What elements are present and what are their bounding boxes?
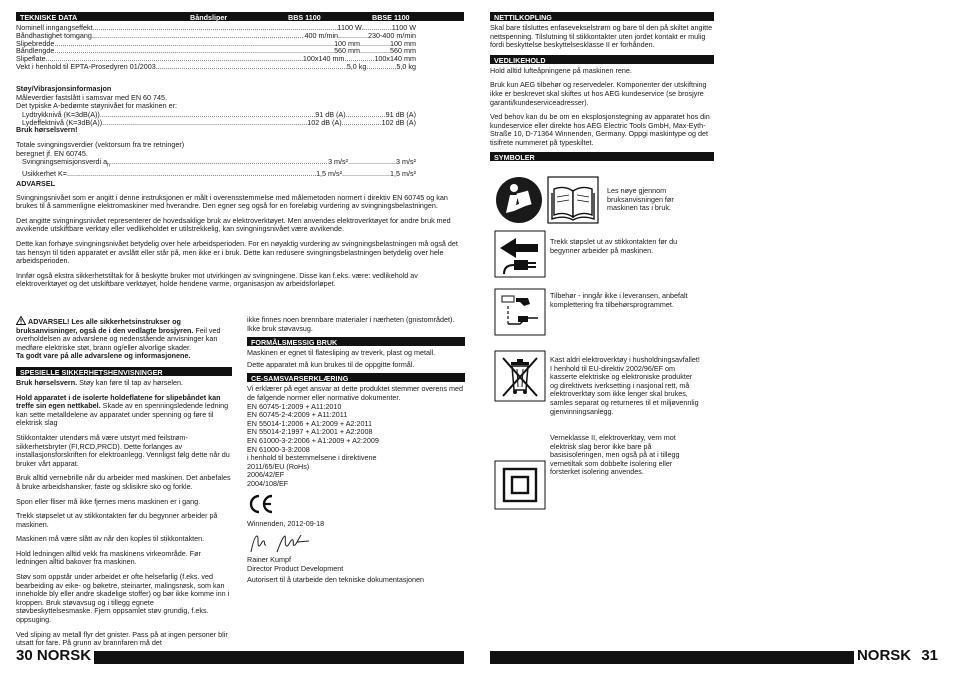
leader-dots bbox=[110, 158, 328, 170]
spec-row bbox=[16, 47, 416, 55]
spec-header-model-a: BBS 1100 bbox=[288, 13, 321, 22]
signer-name: Rainer Kumpf bbox=[247, 555, 291, 565]
spec-value-b: 100 mm bbox=[390, 38, 416, 48]
leader-dots bbox=[54, 40, 334, 48]
spec-header bbox=[16, 12, 464, 21]
spec-value-a: 560 mm bbox=[334, 46, 361, 56]
ce-norm: EN 55014-2:1997 + A1:2001 + A2:2008 bbox=[247, 427, 373, 437]
spec-table bbox=[16, 12, 464, 71]
leader-dots bbox=[342, 170, 390, 178]
spec-value-b: 5,0 kg bbox=[396, 61, 416, 71]
symbols-header: SYMBOLER bbox=[490, 152, 714, 161]
maintenance-p3: Ved behov kan du be om en eksplosjonstegning av apparatet hos din kundeservice eller direkte hos AEG Electric Tools GmbH, Max-Eyth-Straße 10, D-71364 Winnenden, Germany. Oppgi maskintype og det tisifrete nummeret på typeskiltet. bbox=[490, 112, 710, 147]
ce-directive: 2004/108/EF bbox=[247, 478, 289, 488]
vibration-value-a: 3 m/s² bbox=[328, 157, 349, 167]
safety-p1-text: Støy kan føre til tap av hørselen. bbox=[77, 377, 183, 387]
vibration-value-b: 1,5 m/s² bbox=[390, 169, 416, 179]
vibration-line1: Totale svingningsverdier (vektorsum fra tre retninger) bbox=[16, 139, 185, 149]
warning-p3: Dette kan forhøye svingningsnivået betydelig over hele arbeidsperioden. For en nøyaktig vurdering av svingningsbelastningen må også det tas hensyn til tiden apparatet er avslått eller står på, men ikke er i bruk. Dette kan redusere svingningsbelastningen betydelig over hele arbeidsperioden. bbox=[16, 238, 458, 266]
symbol-unplug bbox=[494, 230, 546, 283]
place-date: Winnenden, 2012-09-18 bbox=[247, 518, 325, 528]
usage-p2: Dette apparatet må kun brukes til de oppgitte formål. bbox=[247, 359, 415, 369]
safety-p8: Hold ledningen alltid vekk fra maskinens virkeområde. Før ledningen alltid bakover fra maskinen. bbox=[16, 548, 201, 567]
leader-dots bbox=[346, 111, 386, 119]
symbol-weee bbox=[494, 350, 546, 407]
symbol-text-0: Les nøye gjennom bruksanvisningen før maskinen tas i bruk. bbox=[607, 186, 674, 213]
signer-title: Director Product Development bbox=[247, 563, 344, 573]
noise-value-b: 91 dB (A) bbox=[385, 109, 416, 119]
vibration-label: Usikkerhet K= bbox=[22, 169, 67, 179]
page-31 bbox=[477, 0, 954, 677]
unplug-icon bbox=[494, 230, 546, 278]
noise-line2: Det typiske A-bedømte støynivået for maskinen er: bbox=[16, 101, 177, 111]
ce-norm: EN 61000-3-3:2008 bbox=[247, 444, 310, 454]
usage-p1: Maskinen er egnet til flatesliping av treverk, plast og metall. bbox=[247, 348, 436, 358]
class-ii-icon bbox=[494, 460, 546, 510]
ce-text: Vi erklærer på eget ansvar at dette produktet stemmer overens med de følgende normer eller normative dokumenter. bbox=[247, 384, 463, 402]
symbol-text-3: Kast aldri elektroverktøy i husholdningsavfallet! I henhold til EU-direktiv 2002/96/EF om kasserte elektriske og elektroniske produkter og direktivets iverksetting i nasjonal rett, må elektroverktøy som ikke lenger skal brukes, samles separat og returneres til et miljøvennlig gjenvinningsanlegg. bbox=[550, 355, 700, 416]
spec-rows bbox=[16, 24, 416, 71]
maintenance-p2: Bruk kun AEG tilbehør og reservedeler. Komponenter der utskiftning ikke er beskrevet skal skiftes ut hos AEG kundeservice (se brosjyre garanti/kundeserviceadresser). bbox=[490, 80, 707, 107]
weee-bin-icon bbox=[494, 350, 546, 402]
leader-dots bbox=[360, 40, 390, 48]
spec-label: Vekt i henhold til EPTA-Prosedyren 01/2003 bbox=[16, 61, 156, 71]
read-manual-icon bbox=[494, 175, 600, 225]
safety-p9: Støv som oppstår under arbeidet er ofte helsefarlig (f.eks. ved bearbeiding av eike- og bøketre, steinarter, malingsrøsk, som kan inneholde bly eller andre skadelige stoffer) og bør ikke komme inn i kroppen. Bruk støvavsug og i tillegg egnete støvbeskyttelsesmaske. Fjern oppsamlet støv grundig, f.eks. oppsuging. bbox=[16, 572, 230, 625]
general-warning-bold: ADVARSEL! Les alle sikkerhetsinstrukser og bruksanvisninger, også de i den vedlagte brosjyren. bbox=[16, 317, 194, 335]
safety-p6: Trekk støpselet ut av stikkontakten før du begynner arbeider på maskinen. bbox=[16, 511, 218, 529]
spec-header-title: TEKNISKE DATA bbox=[20, 13, 78, 22]
leader-dots bbox=[342, 119, 382, 127]
ce-directive: 2006/42/EF bbox=[247, 470, 285, 480]
safety-header: SPESIELLE SIKKERHETSHENVISNINGER bbox=[16, 367, 232, 376]
noise-value-a: 91 dB (A) bbox=[315, 109, 346, 119]
noise-rows bbox=[16, 111, 416, 127]
page-number-right: 31 bbox=[921, 647, 938, 664]
safety-p1 bbox=[16, 379, 232, 388]
leader-dots bbox=[366, 63, 396, 71]
spec-label: Båndhastighet tomgang bbox=[16, 30, 92, 40]
spec-header-model-b: BBSE 1100 bbox=[372, 13, 410, 22]
safety-p1-bold: Bruk hørselsvern. bbox=[16, 377, 78, 387]
maintenance-header: VEDLIKEHOLD bbox=[490, 55, 714, 64]
noise-section bbox=[16, 85, 416, 178]
noise-label: Lydtrykknivå (K=3dB(A)) bbox=[22, 109, 100, 119]
general-warning-keep: Ta godt vare på alle advarslene og informasjonene. bbox=[16, 351, 191, 361]
warning-p1: Svingningsnivået som er angitt i denne instruksjonen er målt i overensstemmelse med målemetoden normert i direktiv EN 60745 og kan brukes til å sammenligne elektromaskiner med hverandre. Den egner seg også for en foreløbig vurdering av svingningsbelastningen. bbox=[16, 192, 448, 211]
ce-directives bbox=[247, 463, 465, 489]
usage-column bbox=[247, 316, 465, 585]
safety-p2-bold: Hold apparatet i de isolerte holdeflatene for slipebåndet kan treffe sin egen nettkabel. bbox=[16, 392, 221, 411]
leader-dots bbox=[92, 32, 305, 40]
vibration-row bbox=[22, 170, 416, 178]
general-warning bbox=[16, 316, 232, 361]
signature-image bbox=[247, 532, 337, 556]
net-text: Skal bare tilsluttes enfasevekselstrøm og bare til den på skiltet angitte nettspenning. Tilslutning til stikkontakter uten jordet kontakt er mulig fordi beskyttelse beskyttelsesklasse II er forhånden. bbox=[490, 23, 713, 50]
ce-norm: EN 61000-3-2:2006 + A1:2009 + A2:2009 bbox=[247, 435, 379, 445]
leader-dots bbox=[102, 119, 307, 127]
ce-norm: EN 60745-2-4:2009 + A11:2011 bbox=[247, 410, 348, 420]
footer-label-left bbox=[16, 647, 94, 664]
spec-label: Båndlengde bbox=[16, 46, 55, 56]
ce-mark-icon bbox=[247, 493, 275, 515]
vibration-label: Svingningsemisjonsverdi $a_h$ bbox=[22, 157, 110, 169]
warning-section bbox=[16, 180, 462, 289]
general-warning-text: Feil ved overholdelsen av advarslene og nedenstående anvisninger kan medføre elektriske støt, brann og/eller alvorlige skader. bbox=[16, 325, 221, 352]
spec-value-a: 5,0 kg bbox=[346, 61, 367, 71]
ce-directive: 2011/65/EU (RoHs) bbox=[247, 461, 310, 471]
symbol-text-1: Trekk støpslet ut av stikkontakten før du begynner arbeider på maskinen. bbox=[550, 237, 678, 255]
warning-p4: Innfør også ekstra sikkerhetstiltak for å beskytte bruker mot utvirkingen av svingningene. Disse kan f.eks. være: vedlikehold av elektroverktøyet og det utskiftbare verktøyet, holde hendene varme, organisasjon av arbeidsforløpet. bbox=[16, 270, 418, 289]
spec-label: Slipebredde bbox=[16, 38, 55, 48]
ce-norm: EN 60745-1:2009 + A11:2010 bbox=[247, 401, 342, 411]
symbol-text-2: Tilbehør - inngår ikke i leveransen, anbefalt komplettering fra tilbehørsprogrammet. bbox=[550, 291, 688, 309]
symbol-read-manual bbox=[494, 175, 600, 230]
usage-header: FORMÅLSMESSIG BRUK bbox=[247, 337, 465, 346]
vibration-value-a: 1,5 m/s² bbox=[316, 169, 343, 179]
spec-value-b: 100x140 mm bbox=[374, 54, 416, 64]
spec-label: Slipeflate bbox=[16, 54, 46, 64]
leader-dots bbox=[67, 170, 316, 178]
noise-title: Støy/Vibrasjonsinformasjon bbox=[16, 84, 112, 93]
spec-header-machine: Båndsliper bbox=[190, 13, 228, 22]
page-number-left: 30 bbox=[16, 647, 33, 664]
safety-p10: Ved sliping av metall flyr det gnister. Pass på at ingen personer blir utsatt for fare. På grunn av brannfaren må det bbox=[16, 629, 228, 648]
authorized-text: Autorisert til å utarbeide den tekniske dokumentasjonen bbox=[247, 575, 424, 585]
ce-mark bbox=[247, 493, 465, 519]
leader-dots bbox=[54, 47, 334, 55]
noise-row bbox=[22, 119, 416, 127]
ce-norm: EN 55014-1:2006 + A1:2009 + A2:2011 bbox=[247, 418, 372, 428]
safety-continued: ikke finnes noen brennbare materialer i nærheten (gnistområdet). Ikke bruk støvavsug. bbox=[247, 315, 455, 333]
warning-triangle-icon bbox=[16, 316, 26, 325]
safety-p5: Spon eller fliser må ikke fjernes mens maskinen er i gang. bbox=[16, 496, 201, 506]
spec-value-b: 1100 W bbox=[391, 23, 416, 32]
spec-value-a: 100x140 mm bbox=[302, 54, 345, 64]
spec-value-a: 1100 W bbox=[337, 23, 362, 32]
accessory-icon bbox=[494, 288, 546, 336]
warning-p2: Det angitte svingningsnivået representerer de hovedsaklige bruk av elektroverktøyet. Men anvendes elektroverktøyet for andre bruk med avvikende utskiftbare verktøy eller vedlikeholdet er utilstrekkelig, kan svingningsnivået være avvikende. bbox=[16, 215, 451, 234]
ce-norms bbox=[247, 403, 465, 455]
language-left: NORSK bbox=[36, 647, 92, 664]
vibration-rows bbox=[16, 158, 416, 178]
net-header: NETTILKOPLING bbox=[490, 12, 714, 21]
safety-p7: Maskinen må være slått av når den koples til stikkontakten. bbox=[16, 534, 205, 544]
leader-dots bbox=[100, 111, 315, 119]
warning-title: ADVARSEL bbox=[16, 179, 56, 188]
leader-dots bbox=[348, 158, 396, 170]
symbol-accessory bbox=[494, 288, 546, 341]
leader-dots bbox=[156, 63, 347, 71]
maintenance-p1: Hold alltid lufteåpningene på maskinen rene. bbox=[490, 65, 632, 75]
leader-dots bbox=[93, 24, 338, 32]
right-text-column bbox=[490, 12, 714, 161]
hearing-protection: Bruk hørselsvern! bbox=[16, 125, 78, 135]
noise-value-b: 102 dB (A) bbox=[381, 117, 416, 127]
noise-line1: Måleverdier fastslått i samsvar med EN 60 745. bbox=[16, 92, 167, 102]
spec-row bbox=[16, 63, 416, 71]
safety-column bbox=[16, 316, 232, 648]
vibration-line2: beregnet jf. EN 60745. bbox=[16, 148, 88, 158]
safety-p3: Stikkontakter utendørs må være utstyrt med feilstrøm-sikkerhetsbryter (FI,RCD,PRCD). Dette forlanges av installasjonsforskriften for elektroanlegg. Vennligst følg dette når du bruker vårt apparat. bbox=[16, 432, 230, 468]
symbol-class-ii bbox=[494, 460, 546, 515]
spec-label: Nominell inngangseffekt bbox=[16, 23, 93, 32]
vibration-value-b: 3 m/s² bbox=[396, 157, 416, 167]
ce-directives-intro: i henhold til bestemmelsene i direktivene bbox=[247, 453, 377, 463]
ce-header: CE-SAMSVARSERKLÆRING bbox=[247, 373, 465, 382]
safety-p2 bbox=[16, 394, 232, 428]
noise-label: Lydeffektnivå (K=3dB(A)) bbox=[22, 117, 103, 127]
spec-value-b: 230-400 m/min bbox=[368, 30, 416, 40]
noise-value-a: 102 dB (A) bbox=[307, 117, 342, 127]
safety-p4: Bruk alltid vernebrille når du arbeider med maskinen. Det anbefales å bruke arbeidshansker, faste og sklisikre sko og forkle. bbox=[16, 473, 231, 491]
safety-p2-text: Skade av en spenningsledende ledning kan sette metalldelene av apparatet under spenning og føre til elektrisk slag bbox=[16, 401, 229, 428]
symbol-text-4: Verneklasse II, elektroverktøy, vern mot elektrisk slag beror ikke bare på basisisoleringen, men også på at i tillegg vernetiltak som dobbelte isolering eller forsterket isolering anvendes. bbox=[550, 433, 680, 477]
footer-label-right bbox=[854, 647, 938, 664]
spec-value-a: 400 m/min bbox=[304, 30, 339, 40]
spec-value-a: 100 mm bbox=[334, 38, 361, 48]
vibration-row bbox=[22, 158, 416, 170]
language-right: NORSK bbox=[856, 647, 912, 664]
spec-value-b: 560 mm bbox=[390, 46, 416, 56]
